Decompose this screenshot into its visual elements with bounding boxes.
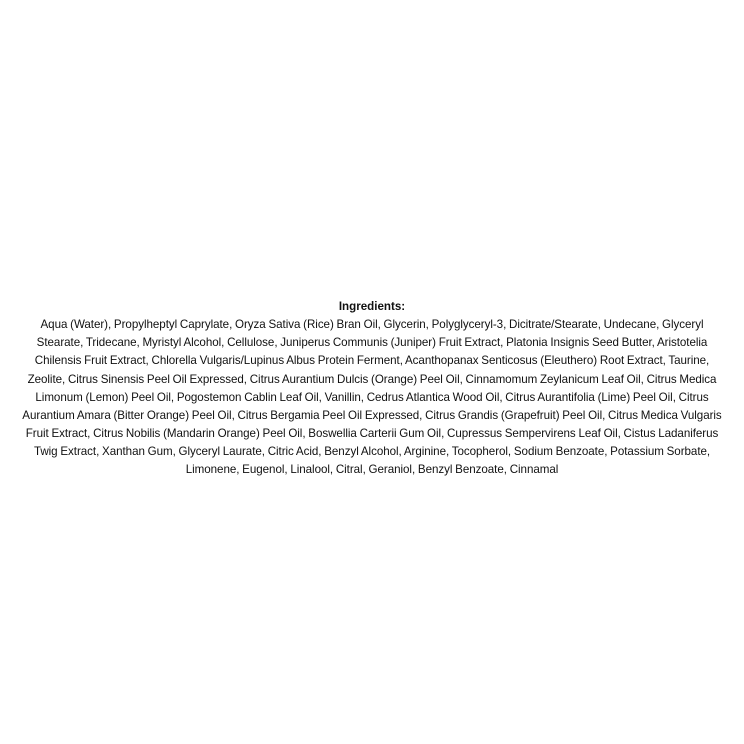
ingredients-label bbox=[16, 298, 728, 480]
ingredients-heading: Ingredients: bbox=[338, 300, 406, 313]
ingredients-list: Aqua (Water), Propylheptyl Caprylate, Oryza Sativa (Rice) Bran Oil, Glycerin, Polyglyceryl-3, Dicitrate/Stearate, Undecane, Glyceryl Stearate, Tridecane, Myristyl Alcohol, Cellulose, Juniperus Communis (Juniper) Fruit Extract, Platonia Insignis Seed Butter, Aristotelia Chilensis Fruit Extract, Chlorella Vulgaris/Lupinus Albus Protein Ferment, Acanthopanax Senticosus (Eleuthero) Root Extract, Taurine, Zeolite, Citrus Sinensis Peel Oil Expressed, Citrus Aurantium Dulcis (Orange) Peel Oil, Cinnamomum Zeylanicum Leaf Oil, Citrus Medica Limonum (Lemon) Peel Oil, Pogostemon Cablin Leaf Oil, Vanillin, Cedrus Atlantica Wood Oil, Citrus Aurantifolia (Lime) Peel Oil, Citrus Aurantium Amara (Bitter Orange) Peel Oil, Citrus Bergamia Peel Oil Expressed, Citrus Grandis (Grapefruit) Peel Oil, Citrus Medica Vulgaris Fruit Extract, Citrus Nobilis (Mandarin Orange) Peel Oil, Boswellia Carterii Gum Oil, Cupressus Sempervirens Leaf Oil, Cistus Ladaniferus Twig Extract, Xanthan Gum, Glyceryl Laurate, Citric Acid, Benzyl Alcohol, Arginine, Tocopherol, Sodium Benzoate, Potassium Sorbate, Limonene, Eugenol, Linalool, Citral, Geraniol, Benzyl Benzoate, Cinnamal bbox=[22, 318, 722, 477]
